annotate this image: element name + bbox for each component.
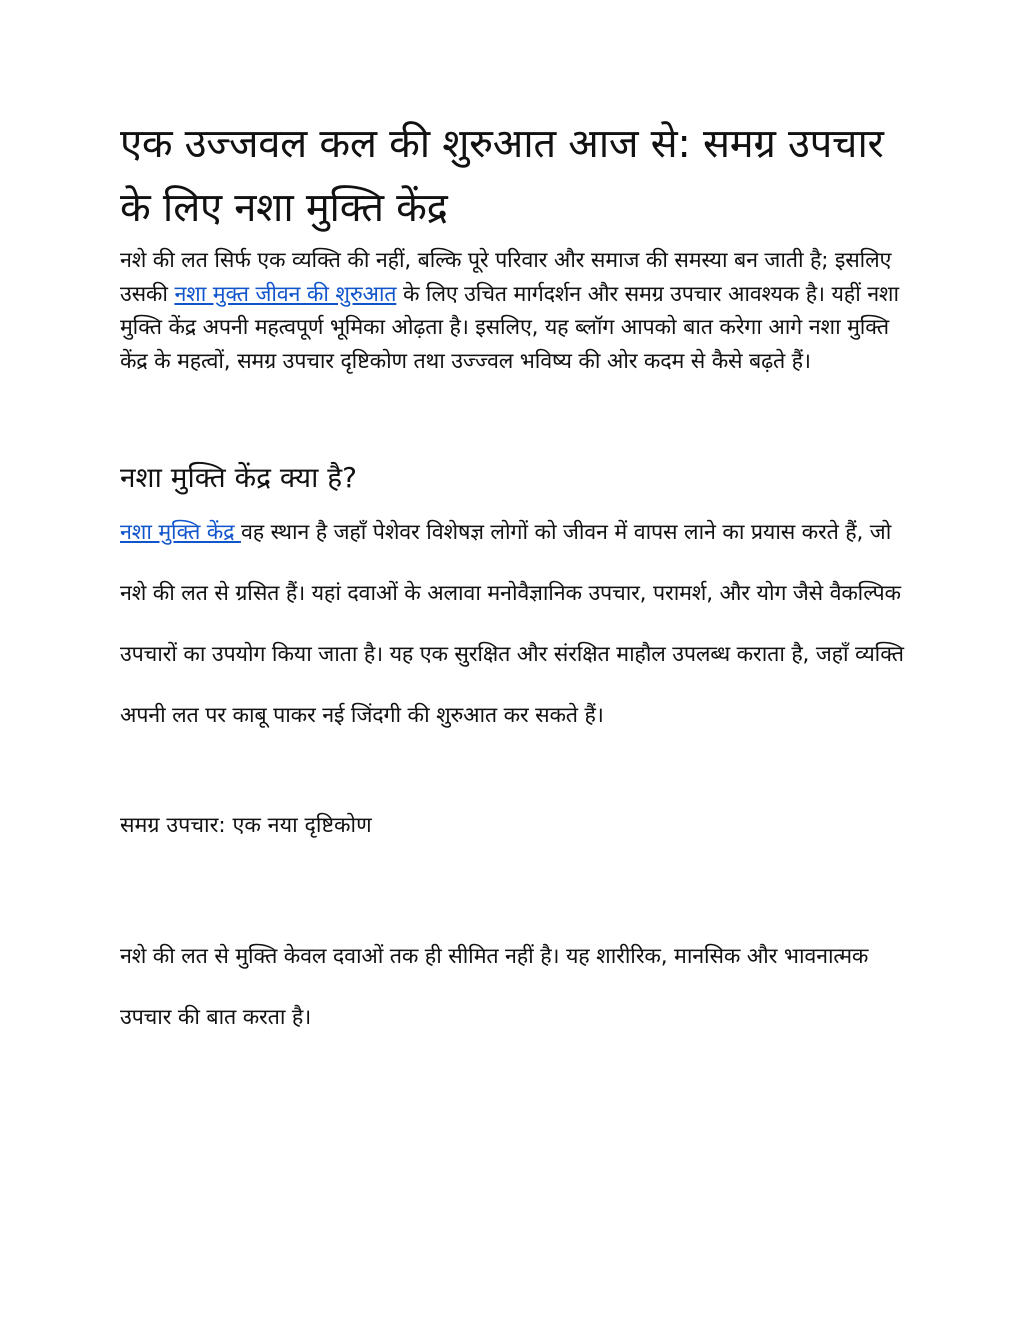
intro-text-before-link: नशे की लत सिर्फ एक व्यक्ति की नहीं, बल्कि पूरे परिवार और समाज की समस्या बन जाती है; इसलिए उसकी [120, 248, 892, 307]
section-what-is-paragraph [120, 502, 910, 746]
section-heading-what-is: नशा मुक्ति केंद्र क्या है? [120, 461, 357, 494]
section-heading-holistic: समग्र उपचार: एक नया दृष्टिकोण [120, 813, 372, 838]
document-page [120, 112, 910, 1048]
intro-paragraph [120, 244, 910, 378]
section-holistic-paragraph: नशे की लत से मुक्ति केवल दवाओं तक ही सीमित नहीं है। यह शारीरिक, मानसिक और भावनात्मक उपचार की बात करता है। [120, 944, 869, 1030]
page-title: एक उज्जवल कल की शुरुआत आज से: समग्र उपचार के लिए नशा मुक्ति केंद्र [120, 121, 884, 231]
intro-text-after-link: के लिए उचित मार्गदर्शन और समग्र उपचार आवश्यक है। यहीं नशा मुक्ति केंद्र अपनी महत्वपूर्ण भूमिका ओढ़ता है। इसलिए, यह ब्लॉग आपको बात करेगा आगे नशा मुक्ति केंद्र के महत्वों, समग्र उपचार दृष्टिकोण तथा उज्ज्वल भविष्य की ओर कदम से कैसे बढ़ते हैं। [120, 281, 899, 374]
nasha-mukti-kendra-link[interactable]: नशा मुक्ति केंद्र [120, 520, 241, 545]
nasha-mukt-jeevan-link[interactable]: नशा मुक्त जीवन की शुरुआत [174, 281, 397, 307]
section-what-is-text: वह स्थान है जहाँ पेशेवर विशेषज्ञ लोगों को जीवन में वापस लाने का प्रयास करते हैं, जो नशे की लत से ग्रसित हैं। यहां दवाओं के अलावा मनोवैज्ञानिक उपचार, परामर्श, और योग जैसे वैकल्पिक उपचारों का उपयोग किया जाता है। यह एक सुरक्षित और संरक्षित माहौल उपलब्ध कराता है, जहाँ व्यक्ति अपनी लत पर काबू पाकर नई जिंदगी की शुरुआत कर सकते हैं। [120, 520, 904, 728]
